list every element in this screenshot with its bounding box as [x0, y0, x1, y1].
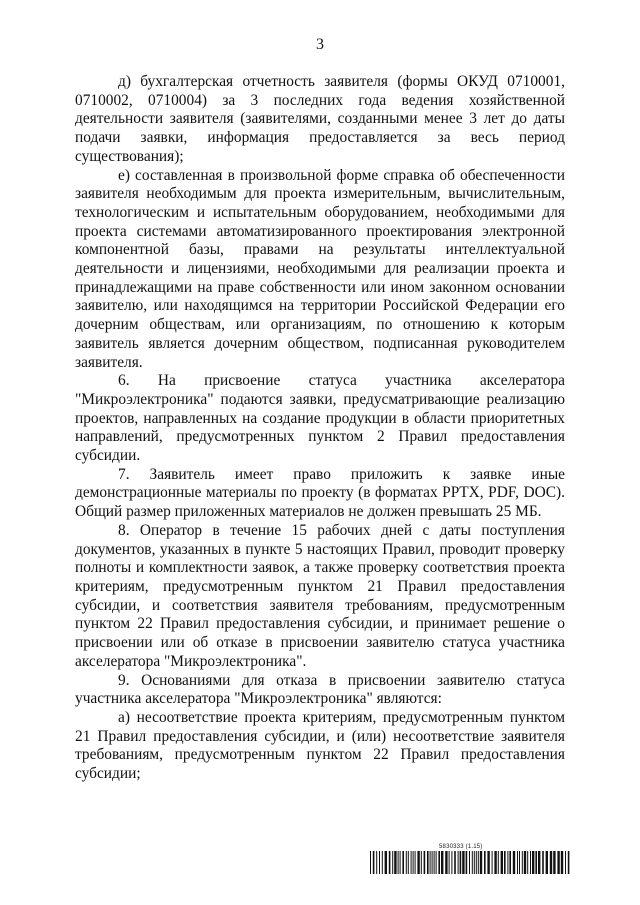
barcode-bar — [402, 851, 404, 874]
barcode-bar — [394, 851, 396, 874]
barcode-bar — [527, 851, 528, 874]
barcode-bar — [432, 851, 433, 874]
paragraph-d: д) бухгалтерская отчетность заявителя (формы ОКУД 0710001, 0710002, 0710004) за 3 последних года ведения хозяйственной деятельности заявителя (заявителями, созданными менее 3 лет до даты подачи заявки, информация предоставляется за весь период существования); — [75, 73, 565, 165]
barcode-bar — [532, 851, 534, 874]
page-number: 3 — [316, 36, 324, 53]
barcode-bar — [460, 851, 462, 874]
barcode-bar — [524, 851, 526, 874]
barcode-bar — [517, 851, 518, 874]
barcode-bar — [484, 851, 486, 874]
barcode-bar — [542, 851, 544, 874]
barcode-bar — [498, 851, 499, 874]
barcode-bar — [478, 851, 479, 874]
barcode-bar — [492, 851, 493, 874]
barcode-bar — [535, 851, 537, 874]
barcode-bar — [557, 851, 559, 874]
barcode-bar — [462, 851, 464, 874]
paragraph-8: 8. Оператор в течение 15 рабочих дней с даты поступления документов, указанных в пункте 5 настоящих Правил, проводит проверку полноты и комплектности заявок, а также проверку соответствия проекта критериям, предусмотренным пунктом 21 Правил предоставления субсидии, и соответствия заявителя требованиям, предусмотренным пунктом 22 Правил предоставления субсидии, и принимает решение о присвоении или об отказе в присвоении заявителю статуса участника акселератора "Микроэлектроника". — [75, 521, 565, 670]
barcode-bar — [469, 851, 470, 874]
barcode-bar — [370, 851, 371, 874]
barcode-bar — [546, 851, 548, 874]
barcode-bar — [472, 851, 473, 874]
barcode-bar — [494, 851, 496, 874]
barcode-bar — [438, 851, 440, 874]
barcode-bar — [417, 851, 419, 874]
barcode-bar — [568, 851, 570, 874]
barcode-bar — [421, 851, 422, 874]
barcode-bar — [507, 851, 508, 874]
barcode-bar — [476, 851, 477, 874]
barcode-bar — [392, 851, 393, 874]
barcode-bar — [458, 851, 459, 874]
barcode-bar — [430, 851, 431, 874]
paragraph-e: е) составленная в произвольной форме справка об обеспеченности заявителя необходимым для проекта измерительным, вычислительным, технологическим и испытательным оборудованием, необходимыми для проекта системами автоматизированного проектирования электронной компонентной базы, правами на результаты интеллектуальной деятельности и лицензиями, необходимыми для реализации проекта и принадлежащими на праве собственности или ином законном основании заявителю, или находящимся на территории Российской Федерации его дочерним обществам, или организациям, по отношению к которым заявитель является дочерним обществом, подписанная руководителем заявителя. — [75, 166, 565, 371]
barcode-bar — [561, 851, 563, 874]
barcode-bar — [522, 851, 523, 874]
paragraph-a: а) несоответствие проекта критериям, предусмотренным пунктом 21 Правил предоставления субсидии, и (или) несоответствие заявителя требованиям, предусмотренным пунктом 22 Правил предоставления субсидии; — [75, 708, 565, 783]
barcode-bar — [413, 851, 414, 874]
barcode-bar — [504, 851, 506, 874]
barcode-bar — [565, 851, 566, 874]
barcode-bar — [538, 851, 540, 874]
barcode-bar — [466, 851, 468, 874]
barcode-bar — [454, 851, 456, 874]
barcode-bar — [376, 851, 377, 874]
document-id: 5830333 (1.15) — [439, 844, 483, 850]
barcode-bar — [451, 851, 452, 874]
barcode-bar — [385, 851, 387, 874]
barcode-bar — [427, 851, 429, 874]
barcode-bar — [373, 851, 375, 874]
paragraph-6: 6. На присвоение статуса участника акселератора "Микроэлектроника" подаются заявки, предусматривающие реализацию проектов, направленных на создание продукции в области приоритетных направлений, предусмотренных пунктом 2 Правил предоставления субсидии. — [75, 372, 565, 465]
barcode-bar — [382, 851, 383, 874]
barcode-bar — [487, 851, 489, 874]
barcode-bar — [474, 851, 475, 874]
barcode-bar — [389, 851, 391, 874]
barcode-bar — [519, 851, 520, 874]
paragraph-7: 7. Заявитель имеет право приложить к заявке иные демонстрационные материалы по проекту (в форматах PPTX, PDF, DOC). Общий размер приложенных материалов не должен превышать 25 МБ. — [75, 465, 565, 521]
barcode-bar — [553, 851, 555, 874]
barcode-bar — [400, 851, 401, 874]
barcode-bar — [550, 851, 552, 874]
barcode-bar — [408, 851, 409, 874]
barcode-bar — [424, 851, 426, 874]
paragraph-9: 9. Основаниями для отказа в присвоении заявителю статуса участника акселератора "Микроэлектроника" являются: — [75, 671, 565, 708]
barcode-bar — [379, 851, 380, 874]
barcode-bar — [449, 851, 450, 874]
barcode-bar — [480, 851, 482, 874]
barcode-bar — [513, 851, 515, 874]
barcode-bar — [530, 851, 531, 874]
barcode-image — [370, 851, 570, 874]
barcode-bar — [411, 851, 412, 874]
barcode-bar — [406, 851, 407, 874]
document-body — [75, 73, 565, 784]
barcode-bar — [509, 851, 511, 874]
barcode-bar — [398, 851, 399, 874]
barcode-bar — [436, 851, 437, 874]
barcode-bar — [501, 851, 503, 874]
barcode-bar — [445, 851, 447, 874]
barcode-bar — [415, 851, 416, 874]
barcode-bar — [441, 851, 443, 874]
barcode-bar — [434, 851, 435, 874]
